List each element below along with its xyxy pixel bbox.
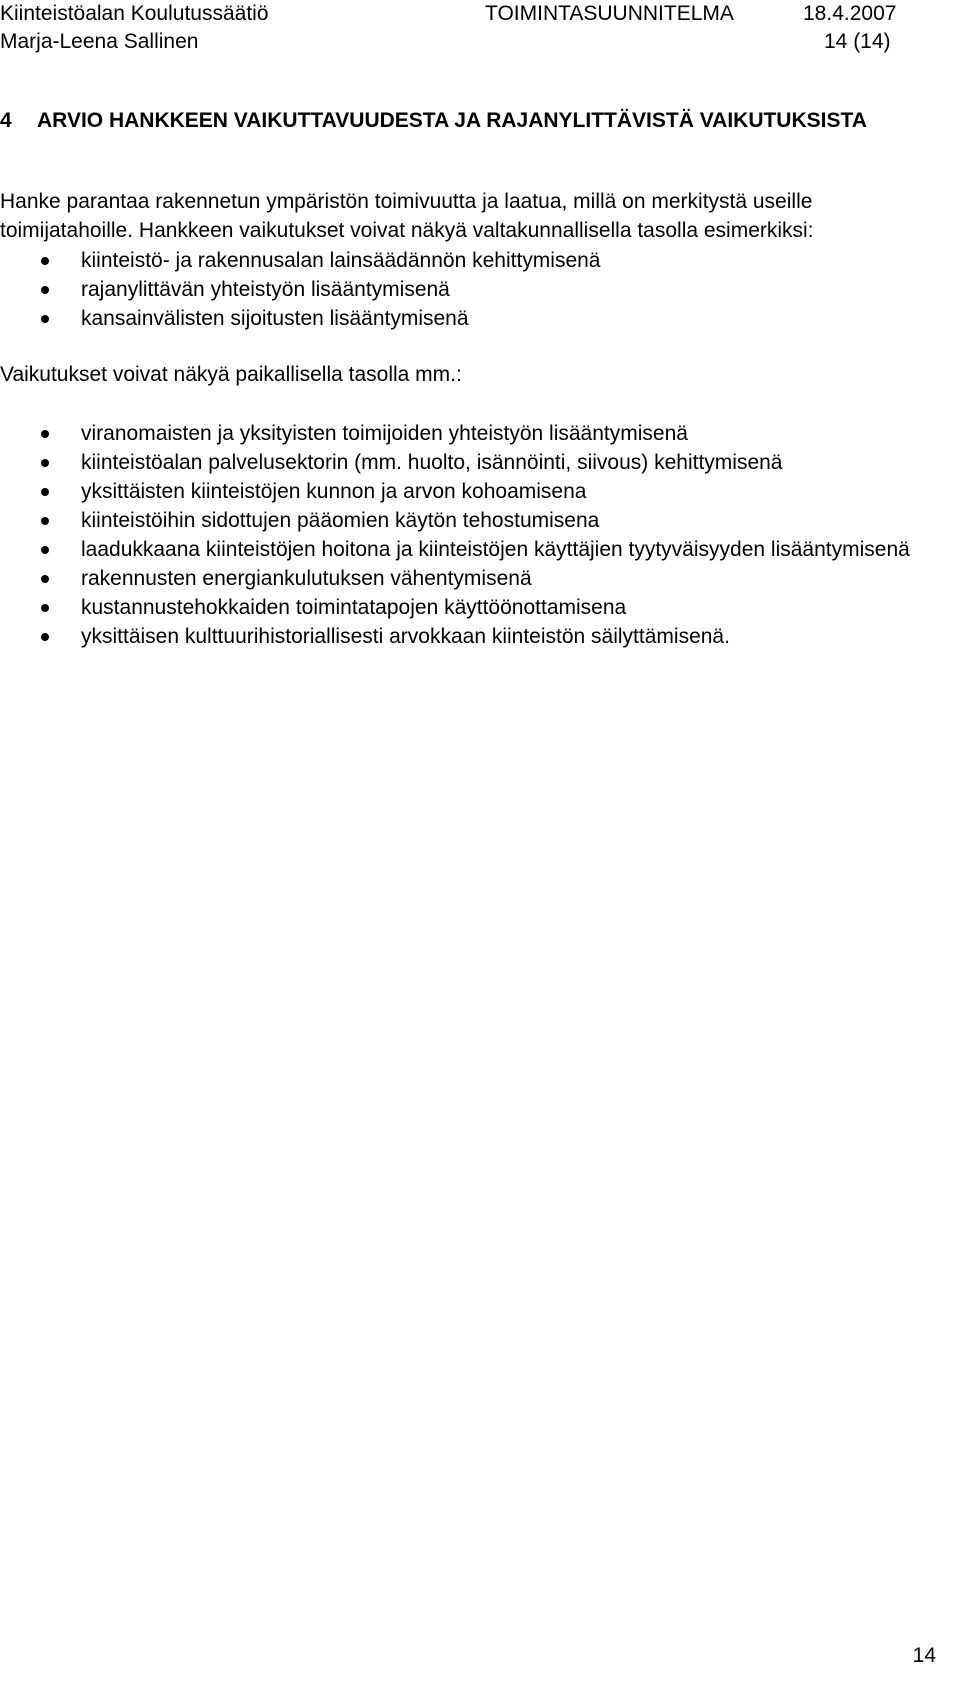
list-item-text: yksittäisen kulttuurihistoriallisesti arvokkaan kiinteistön säilyttämisenä. xyxy=(81,625,730,648)
local-effects-list xyxy=(0,419,920,651)
list-item xyxy=(0,535,920,564)
list-item xyxy=(0,448,920,477)
bullet-icon xyxy=(41,546,49,554)
section-number: 4 xyxy=(0,109,12,132)
list-item-text: kiinteistöalan palvelusektorin (mm. huolto, isännöinti, siivous) kehittymisenä xyxy=(81,451,783,474)
bullet-icon xyxy=(41,517,49,525)
section-title: ARVIO HANKKEEN VAIKUTTAVUUDESTA JA RAJANYLITTÄVISTÄ VAIKUTUKSISTA xyxy=(37,109,867,132)
list-item-text: rakennusten energiankulutuksen vähentymisenä xyxy=(81,567,532,590)
header-author: Marja-Leena Sallinen xyxy=(0,30,199,53)
list-item xyxy=(0,593,920,622)
bullet-icon xyxy=(41,488,49,496)
list-item xyxy=(0,564,920,593)
list-item xyxy=(0,419,920,448)
list-item-text: kansainvälisten sijoitusten lisääntymisenä xyxy=(81,307,469,330)
list-item xyxy=(0,246,920,275)
list-item xyxy=(0,477,920,506)
list-item-text: kiinteistö- ja rakennusalan lainsäädännön kehittymisenä xyxy=(81,249,601,272)
bullet-icon xyxy=(41,459,49,467)
bullet-icon xyxy=(41,257,49,265)
header-organization: Kiinteistöalan Koulutussäätiö xyxy=(0,2,269,25)
bullet-icon xyxy=(41,430,49,438)
header-date: 18.4.2007 xyxy=(803,2,897,25)
bullet-icon xyxy=(41,286,49,294)
list-item-text: viranomaisten ja yksityisten toimijoiden yhteistyön lisääntymisenä xyxy=(81,422,688,445)
list-item-text: rajanylittävän yhteistyön lisääntymisenä xyxy=(81,278,450,301)
bullet-icon xyxy=(41,315,49,323)
list-item-text: kiinteistöihin sidottujen pääomien käytön tehostumisena xyxy=(81,509,600,532)
bullet-icon xyxy=(41,575,49,583)
footer-page-number: 14 xyxy=(912,1644,936,1667)
header-document-type: TOIMINTASUUNNITELMA xyxy=(485,2,734,25)
intro-paragraph: Hanke parantaa rakennetun ympäristön toimivuutta ja laatua, millä on merkitystä useille toimijatahoille. Hankkeen vaikutukset voivat näkyä valtakunnallisella tasolla esimerkiksi: xyxy=(0,190,814,242)
local-intro-paragraph: Vaikutukset voivat näkyä paikallisella tasolla mm.: xyxy=(0,363,462,386)
bullet-icon xyxy=(41,604,49,612)
list-item-text: kustannustehokkaiden toimintatapojen käyttöönottamisena xyxy=(81,596,627,619)
list-item xyxy=(0,506,920,535)
list-item xyxy=(0,622,920,651)
list-item xyxy=(0,304,920,333)
national-effects-list xyxy=(0,246,920,333)
list-item xyxy=(0,275,920,304)
list-item-text: laadukkaana kiinteistöjen hoitona ja kiinteistöjen käyttäjien tyytyväisyyden lisääntymisenä xyxy=(81,538,910,561)
bullet-icon xyxy=(41,633,49,641)
list-item-text: yksittäisten kiinteistöjen kunnon ja arvon kohoamisena xyxy=(81,480,587,503)
header-page-info: 14 (14) xyxy=(824,30,891,53)
